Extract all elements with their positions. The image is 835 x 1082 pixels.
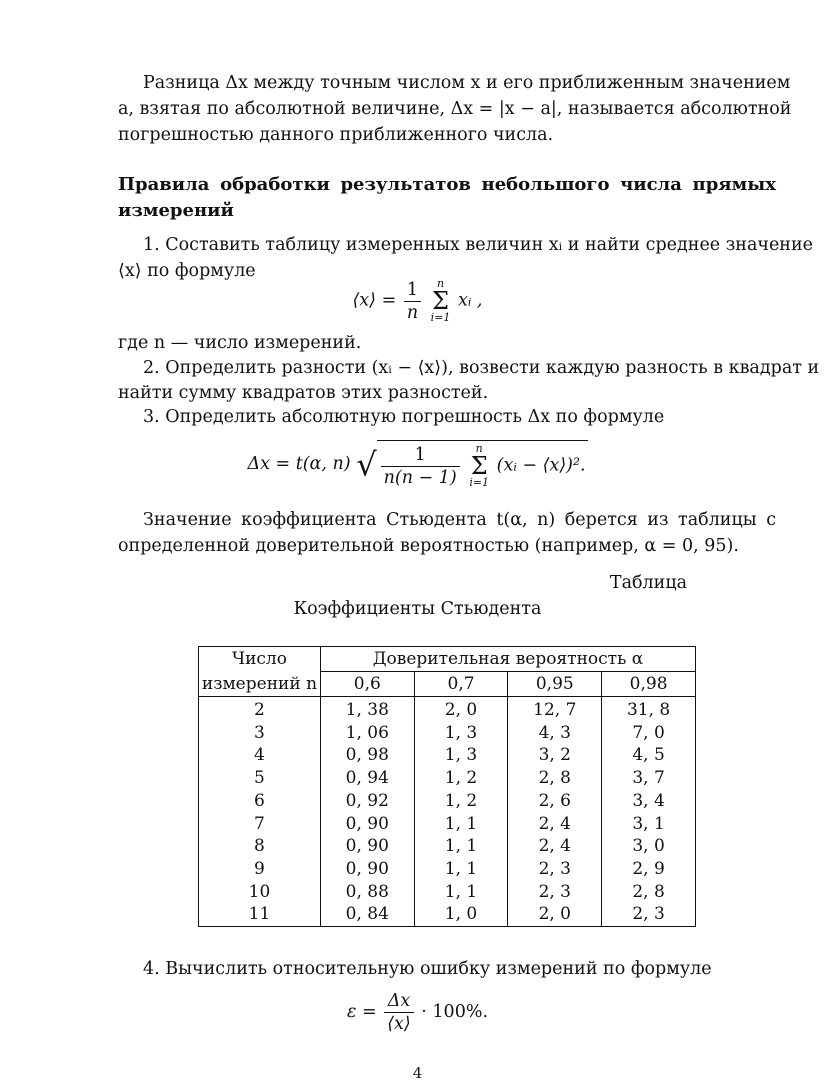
table-cell: 0, 88 (320, 881, 414, 904)
section-heading-line-2: измерений (118, 200, 234, 221)
table-caption: Коэффициенты Стьюдента (293, 599, 542, 619)
table-label: Таблица (609, 573, 687, 593)
table-cell: 9 (199, 858, 321, 881)
mean-formula (0, 278, 835, 324)
table-cell: 0, 92 (320, 790, 414, 813)
table-cell: 3, 0 (602, 835, 696, 858)
mean-formula-rhs: xᵢ , (457, 290, 483, 311)
table-cell: 3 (199, 722, 321, 745)
error-sum-symbol: n Σ i=1 (469, 442, 490, 489)
table-cell: 8 (199, 835, 321, 858)
table-cell: 2, 3 (602, 903, 696, 926)
error-sum-lower: i=1 (469, 476, 490, 489)
page-number: 4 (412, 1064, 423, 1082)
table-row (199, 790, 696, 813)
table-cell: 4, 5 (602, 744, 696, 767)
table-cell: 1, 1 (414, 813, 508, 836)
table-cell: 2, 0 (508, 903, 602, 926)
table-row (199, 835, 696, 858)
table-cell: 0, 84 (320, 903, 414, 926)
header-col-0-7: 0,7 (414, 672, 508, 697)
mean-fraction-numerator: 1 (404, 279, 421, 302)
table-cell: 2, 4 (508, 835, 602, 858)
table-cell: 2, 0 (414, 697, 508, 722)
table-cell: 0, 94 (320, 767, 414, 790)
table-cell: 0, 90 (320, 858, 414, 881)
student-coefficients-table (198, 646, 696, 927)
table-cell: 11 (199, 903, 321, 926)
error-formula-lhs: Δx = t(α, n) (247, 454, 351, 474)
table-cell: 1, 2 (414, 767, 508, 790)
relative-error-formula (0, 990, 835, 1035)
intro-line-1: Разница Δx между точным числом x и его приближенным значением (143, 73, 791, 93)
relative-error-fraction (384, 990, 414, 1035)
header-count-line-1: Число (199, 647, 321, 672)
table-header-row-1 (199, 647, 696, 672)
table-cell: 1, 1 (414, 858, 508, 881)
table-cell: 2, 6 (508, 790, 602, 813)
table-cell: 4, 3 (508, 722, 602, 745)
table-cell: 2, 8 (602, 881, 696, 904)
table-cell: 5 (199, 767, 321, 790)
error-formula-fraction (381, 444, 460, 489)
header-col-0-98: 0,98 (602, 672, 696, 697)
table-header-row-2 (199, 672, 696, 697)
table-cell: 0, 98 (320, 744, 414, 767)
table-row (199, 744, 696, 767)
intro-line-3: погрешностью данного приближенного числа. (118, 125, 554, 145)
mean-sum-symbol: n Σ i=1 (430, 277, 451, 324)
header-count-line-2: измерений n (199, 672, 321, 697)
mean-sum-lower: i=1 (430, 311, 451, 324)
table-cell: 3, 7 (602, 767, 696, 790)
table-cell: 3, 2 (508, 744, 602, 767)
mean-sum-upper: n (436, 277, 445, 290)
header-col-0-95: 0,95 (508, 672, 602, 697)
table-cell: 1, 3 (414, 744, 508, 767)
step1-after: где n — число измерений. (118, 333, 362, 353)
step1-line-2: ⟨x⟩ по формуле (118, 261, 256, 281)
table-cell: 0, 90 (320, 835, 414, 858)
error-fraction-denominator: n(n − 1) (383, 467, 457, 488)
mean-formula-lhs: ⟨x⟩ = (352, 290, 397, 311)
table-row (199, 858, 696, 881)
student-paragraph-line-2: определенной доверительной вероятностью (например, α = 0, 95). (118, 536, 739, 556)
header-col-0-6: 0,6 (320, 672, 414, 697)
table-cell: 7 (199, 813, 321, 836)
table-cell: 1, 1 (414, 835, 508, 858)
table-cell: 2, 4 (508, 813, 602, 836)
table-cell: 6 (199, 790, 321, 813)
table-cell: 2, 9 (602, 858, 696, 881)
mean-formula-fraction (404, 279, 421, 324)
table-row (199, 881, 696, 904)
error-sum-upper: n (475, 442, 483, 455)
table-cell: 3, 4 (602, 790, 696, 813)
step2-line-2: найти сумму квадратов этих разностей. (118, 383, 489, 403)
relative-error-lhs: ε = (346, 1002, 377, 1022)
header-confidence-group: Доверительная вероятность α (320, 647, 695, 672)
step1-line-1: 1. Составить таблицу измеренных величин xᵢ и найти среднее значение (143, 235, 813, 255)
table-cell: 1, 0 (414, 903, 508, 926)
step2-line-1: 2. Определить разности (xᵢ − ⟨x⟩), возвести каждую разность в квадрат и (143, 358, 820, 378)
table-cell: 2 (199, 697, 321, 722)
table-cell: 7, 0 (602, 722, 696, 745)
table-cell: 12, 7 (508, 697, 602, 722)
table-row (199, 767, 696, 790)
table-cell: 1, 38 (320, 697, 414, 722)
relative-error-numerator: Δx (384, 990, 414, 1013)
table-cell: 1, 2 (414, 790, 508, 813)
table-cell: 2, 3 (508, 858, 602, 881)
table-cell: 1, 1 (414, 881, 508, 904)
relative-error-denominator: ⟨x⟩ (387, 1014, 411, 1034)
error-formula: Δx = t(α, n) √ $\frac{1}{n(n - 1)}$ n Σ i=1 (xᵢ − ⟨x⟩)². (247, 442, 586, 489)
table-cell: 2, 8 (508, 767, 602, 790)
student-paragraph-line-1: Значение коэффициента Стьюдента t(α, n) берется из таблицы с (143, 510, 776, 530)
table-row (199, 722, 696, 745)
mean-fraction-denominator: n (406, 302, 419, 323)
relative-error-rhs: · 100%. (421, 1002, 489, 1022)
table-row (199, 813, 696, 836)
table-row (199, 903, 696, 926)
error-fraction-numerator: 1 (381, 444, 460, 467)
table-cell: 2, 3 (508, 881, 602, 904)
step4-line-1: 4. Вычислить относительную ошибку измерений по формуле (143, 959, 712, 979)
table-cell: 1, 3 (414, 722, 508, 745)
table-row (199, 697, 696, 722)
section-heading-line-1: Правила обработки результатов небольшого числа прямых (118, 174, 776, 195)
step3-line-1: 3. Определить абсолютную погрешность Δx по формуле (143, 407, 665, 427)
error-formula-rhs: (xᵢ − ⟨x⟩)². (496, 455, 586, 476)
table-cell: 0, 90 (320, 813, 414, 836)
table-cell: 31, 8 (602, 697, 696, 722)
table-cell: 3, 1 (602, 813, 696, 836)
table-cell: 1, 06 (320, 722, 414, 745)
table-cell: 10 (199, 881, 321, 904)
intro-line-2: a, взятая по абсолютной величине, Δx = |x − a|, называется абсолютной (118, 99, 792, 119)
table-cell: 4 (199, 744, 321, 767)
